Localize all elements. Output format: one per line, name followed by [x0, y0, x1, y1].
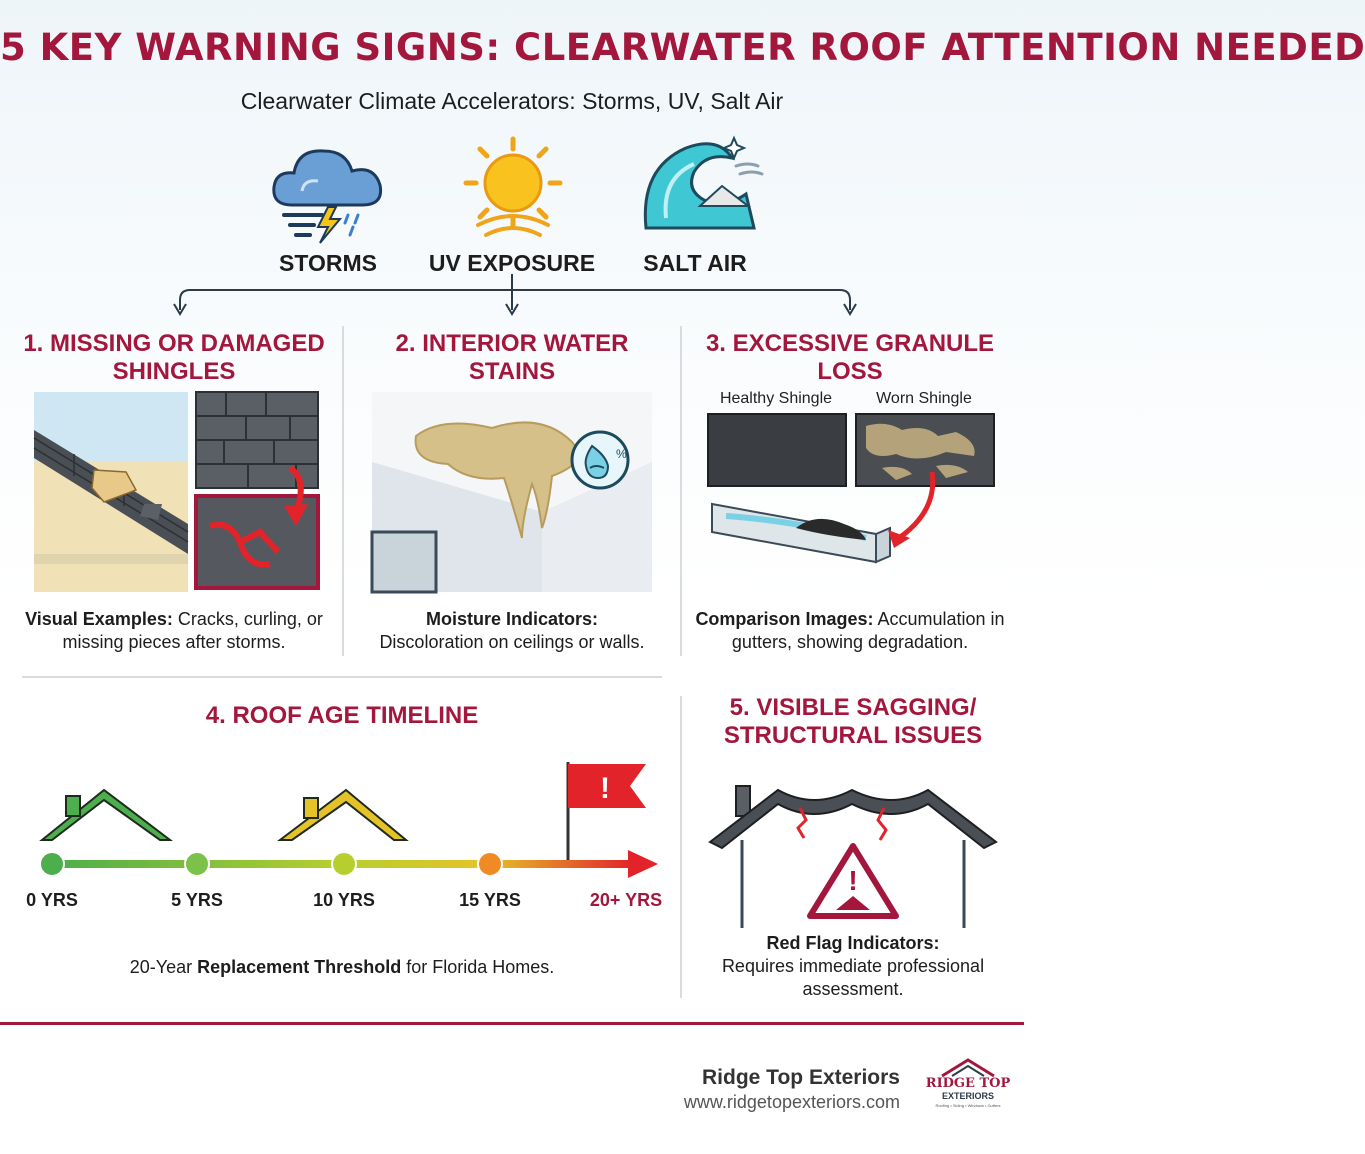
sign-5-caption-bold: Red Flag Indicators: — [766, 933, 940, 953]
healthy-shingle-label: Healthy Shingle — [719, 390, 833, 407]
logo-tagline: Roofing • Siding • Windows • Gutters — [935, 1103, 1001, 1108]
footer-rule — [0, 1022, 1024, 1025]
divider — [342, 326, 344, 656]
sign-4-caption-post: for Florida Homes. — [401, 957, 555, 977]
damaged-shingles-illustration — [34, 392, 324, 592]
sign-3-caption-text: Accumulation in gutters, showing degradation. — [731, 609, 1005, 652]
wave-icon — [636, 128, 766, 243]
page-title: 5 KEY WARNING SIGNS: CLEARWATER ROOF ATTENTION NEEDED — [0, 26, 1365, 69]
sign-1-caption — [14, 608, 334, 654]
sign-5-caption — [700, 932, 1006, 1001]
footer-url[interactable]: www.ridgetopexteriors.com — [683, 1092, 900, 1112]
sign-2-caption — [352, 608, 672, 654]
sign-5-caption-text: Requires immediate professional assessment. — [721, 956, 985, 999]
footer-company-name: Ridge Top Exteriors — [702, 1066, 900, 1089]
sign-1-heading: 1. MISSING OR DAMAGED SHINGLES — [23, 330, 325, 385]
sign-3-heading: 3. EXCESSIVE GRANULE LOSS — [705, 330, 995, 385]
climate-label-storms: STORMS — [279, 250, 377, 276]
sign-1-caption-text: Cracks, curling, or missing pieces after storms. — [62, 609, 323, 652]
sign-4-caption — [22, 956, 662, 979]
sagging-roof-illustration — [706, 768, 1000, 928]
page-subtitle: Clearwater Climate Accelerators: Storms, UV, Salt Air — [240, 88, 784, 114]
sign-3-caption — [690, 608, 1010, 654]
climate-label-uv: UV EXPOSURE — [428, 250, 596, 276]
sign-2-caption-text: Discoloration on ceilings or walls. — [379, 632, 645, 652]
divider — [22, 676, 662, 678]
sign-4-caption-bold: Replacement Threshold — [197, 957, 402, 977]
climate-connector — [0, 270, 1024, 320]
sign-4-caption-pre: 20-Year — [129, 957, 198, 977]
sun-icon — [458, 133, 568, 243]
water-stain-illustration — [372, 392, 652, 592]
company-logo — [922, 1056, 1014, 1116]
worn-shingle-label: Worn Shingle — [876, 390, 972, 407]
sign-4-heading: 4. ROOF AGE TIMELINE — [205, 702, 479, 729]
logo-roof-icon — [922, 1056, 1014, 1078]
divider — [680, 696, 682, 998]
timeline-label-10: 10 YRS — [313, 890, 375, 910]
divider — [680, 326, 682, 656]
svg-text:%: % — [616, 447, 627, 461]
timeline-label-15: 15 YRS — [459, 890, 521, 910]
timeline-label-5: 5 YRS — [171, 890, 223, 910]
climate-label-salt-air: SALT AIR — [643, 250, 747, 276]
storm-cloud-icon — [262, 135, 392, 245]
roof-age-timeline — [0, 756, 680, 886]
sign-3-caption-bold: Comparison Images: — [695, 609, 874, 629]
sign-5-heading: 5. VISIBLE SAGGING/ STRUCTURAL ISSUES — [723, 694, 983, 749]
logo-line-2: EXTERIORS — [941, 1091, 994, 1101]
logo-line-1: RIDGE TOP — [925, 1076, 1011, 1091]
timeline-label-20: 20+ YRS — [589, 890, 663, 910]
timeline-label-0: 0 YRS — [26, 890, 78, 910]
sign-1-caption-bold: Visual Examples: — [25, 609, 173, 629]
sign-2-caption-bold: Moisture Indicators: — [425, 609, 599, 629]
sign-2-heading: 2. INTERIOR WATER STAINS — [395, 330, 629, 385]
granule-loss-illustration — [706, 412, 996, 572]
svg-text:!: ! — [848, 865, 858, 896]
svg-text:!: ! — [600, 772, 610, 805]
